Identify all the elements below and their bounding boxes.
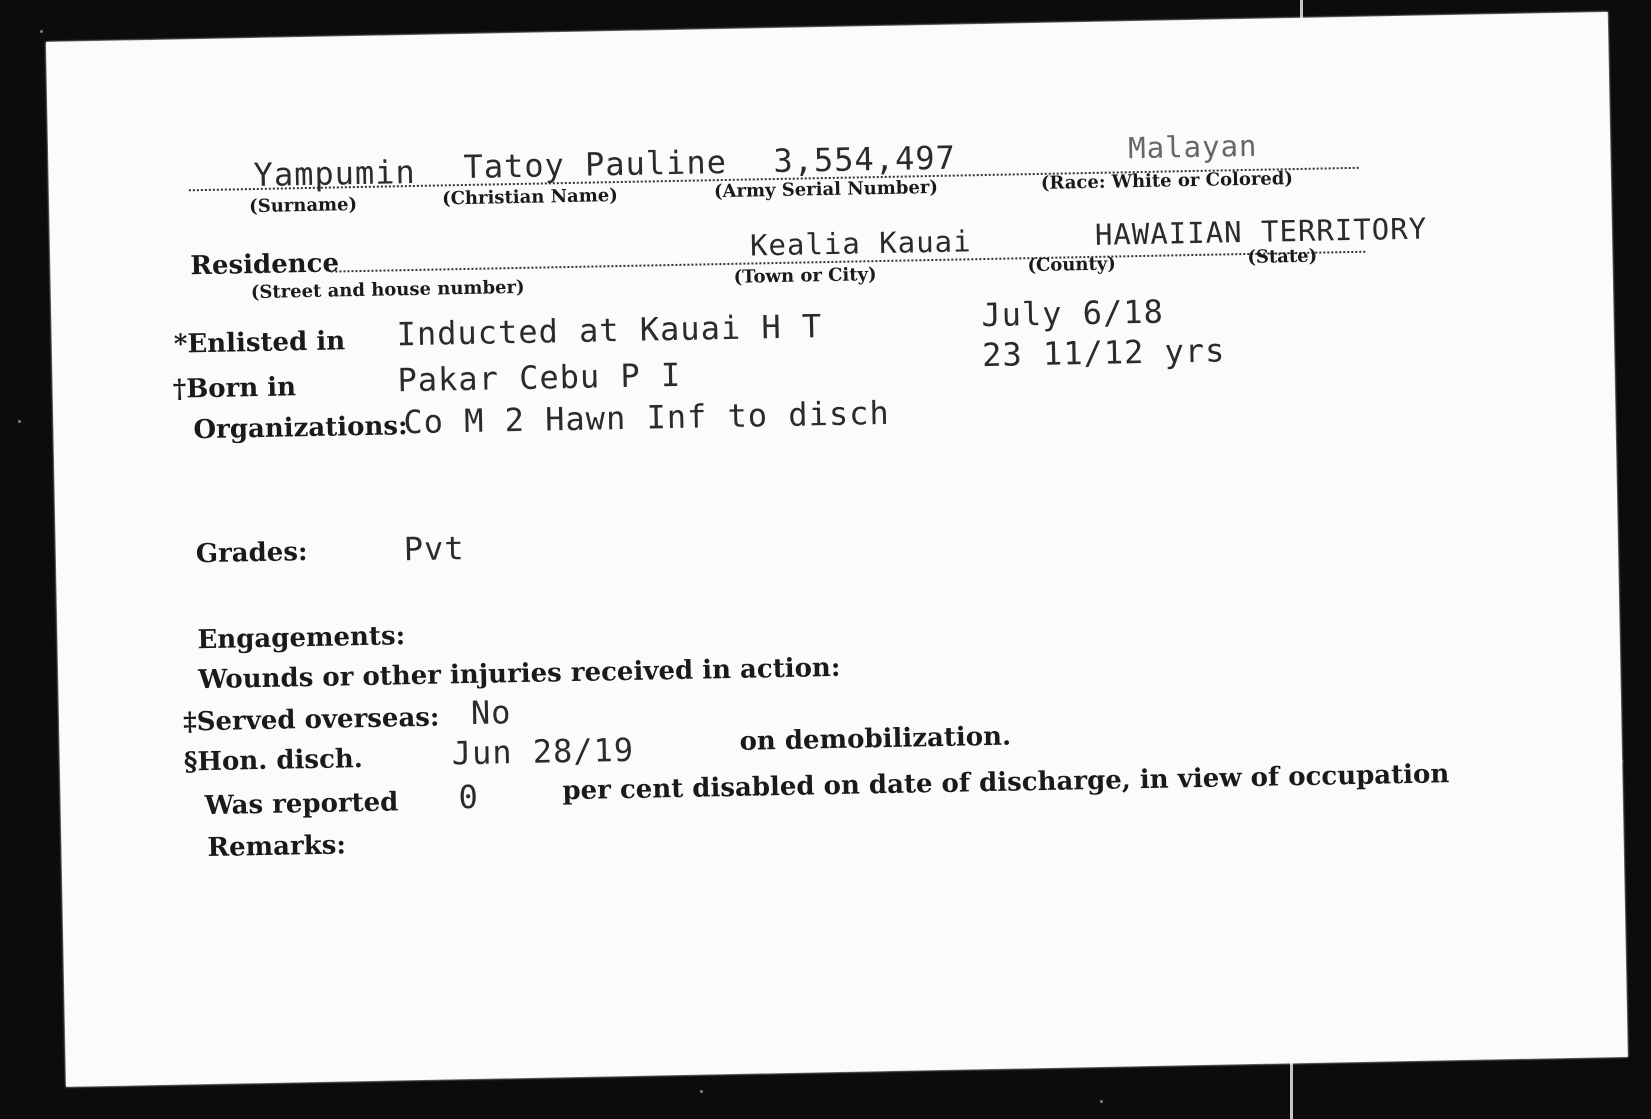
served-overseas-value: No: [470, 693, 512, 732]
grades-label: Grades:: [195, 537, 308, 570]
serial-number-caption: (Army Serial Number): [713, 176, 939, 203]
hon-disch-suffix: on demobilization.: [739, 721, 1012, 757]
remarks-label: Remarks:: [207, 830, 347, 864]
grades-value: Pvt: [403, 529, 465, 569]
race-value: Malayan: [1127, 128, 1258, 166]
speck: [1100, 1100, 1103, 1103]
christian-name-value: Tatoy Pauline: [463, 142, 728, 187]
enlisted-value: Inducted at Kauai H T: [396, 307, 823, 354]
surname-caption: (Surname): [248, 194, 358, 218]
reported-suffix: per cent disabled on date of discharge, in view of occupation: [562, 759, 1450, 807]
born-label: †Born in: [172, 372, 297, 405]
reported-label: Was reported: [204, 787, 399, 822]
speck: [18, 420, 21, 423]
town-caption: (Town or City): [733, 264, 877, 288]
state-caption: (State): [1247, 245, 1318, 268]
state-value: HAWAIIAN TERRITORY: [1094, 211, 1428, 252]
engagements-label: Engagements:: [197, 621, 406, 656]
race-caption: (Race: White or Colored): [1040, 168, 1294, 194]
county-caption: (County): [1027, 253, 1116, 277]
speck: [700, 1090, 703, 1093]
record-card: [46, 12, 1628, 1087]
hon-disch-label: §Hon. disch.: [183, 744, 364, 778]
christian-name-caption: (Christian Name): [441, 185, 618, 210]
street-caption: (Street and house number): [250, 276, 525, 304]
speck: [40, 30, 43, 33]
served-overseas-label: ‡Served overseas:: [182, 702, 440, 738]
reported-value: 0: [458, 777, 480, 817]
serial-number-value: 3,554,497: [773, 138, 957, 181]
residence-label: Residence: [190, 248, 340, 282]
enlisted-label: *Enlisted in: [173, 326, 346, 360]
born-age: 23 11/12 yrs: [981, 331, 1226, 375]
wounds-label: Wounds or other injuries received in action:: [197, 652, 841, 696]
organizations-value: Co M 2 Hawn Inf to disch: [403, 393, 891, 442]
born-value: Pakar Cebu P I: [397, 355, 682, 400]
hon-disch-value: Jun 28/19: [451, 730, 635, 773]
enlisted-date: July 6/18: [981, 292, 1165, 335]
surname-value: Yampumin: [253, 152, 417, 195]
town-value: Kealia Kauai: [749, 224, 972, 263]
organizations-label: Organizations:: [193, 411, 408, 446]
